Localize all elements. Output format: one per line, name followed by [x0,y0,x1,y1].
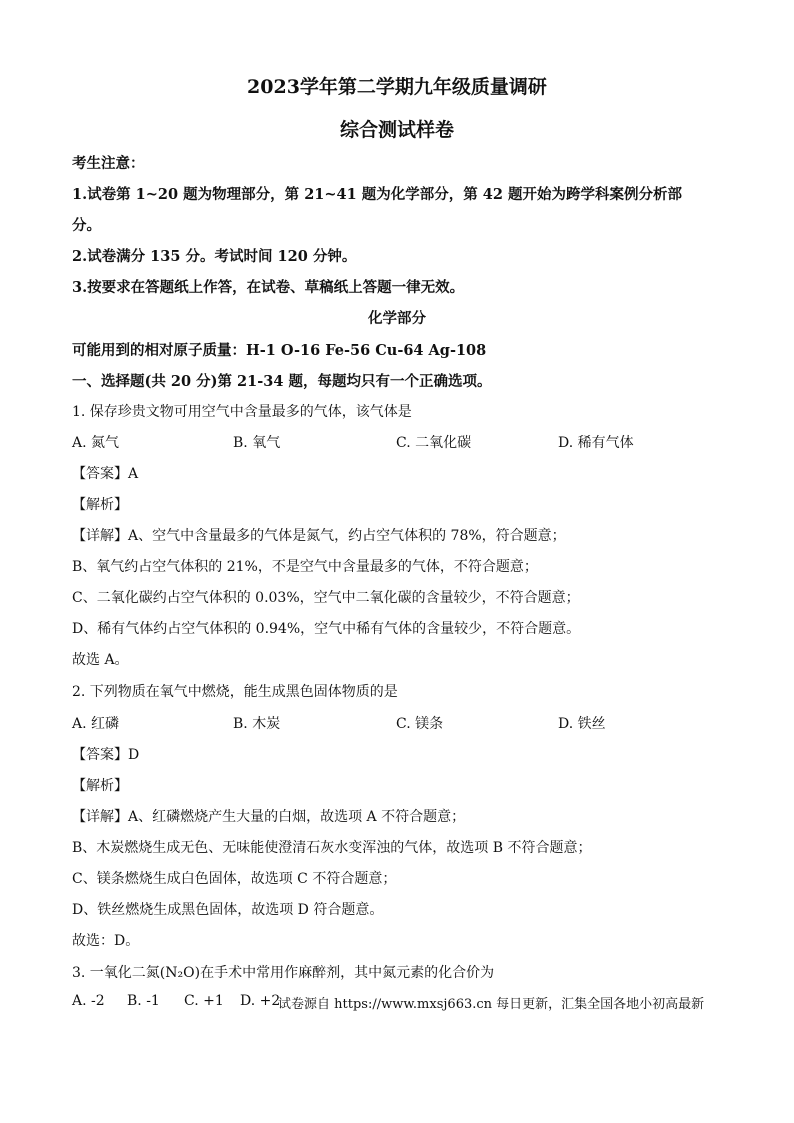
q2-answer: 【答案】D [72,747,140,763]
page-title: 2023学年第二学期九年级质量调研 [247,76,547,98]
q1-option-a: A. 氮气 [72,435,120,451]
q2-analysis: 【解析】 [72,778,128,794]
q1-option-c: C. 二氧化碳 [396,435,472,451]
q2-detail-line: D、铁丝燃烧生成黑色固体，故选项 D 符合题意。 [72,902,384,918]
q2-detail-line: 【详解】A、红磷燃烧产生大量的白烟，故选项 A 不符合题意； [72,809,466,825]
notice-item-2: 2.试卷满分 135 分。考试时间 120 分钟。 [72,248,357,265]
q2-detail-line: C、镁条燃烧生成白色固体，故选项 C 不符合题意； [72,871,397,887]
q1-conclusion: 故选 A。 [72,652,129,668]
q1-option-d: D. 稀有气体 [558,435,634,451]
question-2-stem: 2. 下列物质在氧气中燃烧，能生成黑色固体物质的是 [72,684,398,700]
atomic-masses: 可能用到的相对原子质量：H-1 O-16 Fe-56 Cu-64 Ag-108 [72,342,487,359]
q2-option-b: B. 木炭 [233,716,281,732]
q3-option-c: C. +1 [184,993,224,1009]
section-title: 化学部分 [368,310,426,327]
notice-heading: 考生注意： [72,155,145,172]
q2-option-a: A. 红磷 [72,716,120,732]
question-1-stem: 1. 保存珍贵文物可用空气中含量最多的气体，该气体是 [72,404,412,420]
q1-detail-line: C、二氧化碳约占空气体积的 0.03%，空气中二氧化碳的含量较少，不符合题意； [72,590,580,606]
q2-detail-line: B、木炭燃烧生成无色、无味能使澄清石灰水变浑浊的气体，故选项 B 不符合题意； [72,840,592,856]
q1-analysis: 【解析】 [72,497,128,513]
q3-option-b: B. -1 [127,993,160,1009]
source-footer: 试卷源自 https://www.mxsj663.cn 每日更新，汇集全国各地小初高最新 [278,997,705,1012]
q1-detail-line: B、氧气约占空气体积的 21%，不是空气中含量最多的气体，不符合题意； [72,559,538,575]
notice-item-3: 3.按要求在答题纸上作答，在试卷、草稿纸上答题一律无效。 [72,279,465,296]
q2-option-d: D. 铁丝 [558,716,606,732]
part-heading: 一、选择题(共 20 分)第 21-34 题，每题均只有一个正确选项。 [72,373,492,390]
q1-detail-line: 【详解】A、空气中含量最多的气体是氮气，约占空气体积的 78%，符合题意； [72,528,566,544]
notice-item-1-cont: 分。 [72,217,101,234]
question-3-stem: 3. 一氧化二氮(N₂O)在手术中常用作麻醉剂，其中氮元素的化合价为 [72,965,495,981]
notice-item-1: 1.试卷第 1~20 题为物理部分，第 21~41 题为化学部分，第 42 题开始为跨学科案例分析部 [72,186,683,203]
page-subtitle: 综合测试样卷 [339,119,454,141]
q1-detail-line: D、稀有气体约占空气体积的 0.94%，空气中稀有气体的含量较少，不符合题意。 [72,621,581,637]
q1-answer: 【答案】A [72,466,139,482]
q2-conclusion: 故选：D。 [72,933,140,949]
q2-option-c: C. 镁条 [396,716,444,732]
q1-option-b: B. 氧气 [233,435,281,451]
q3-option-a: A. -2 [72,993,105,1009]
q3-option-d: D. +2 [240,993,281,1009]
